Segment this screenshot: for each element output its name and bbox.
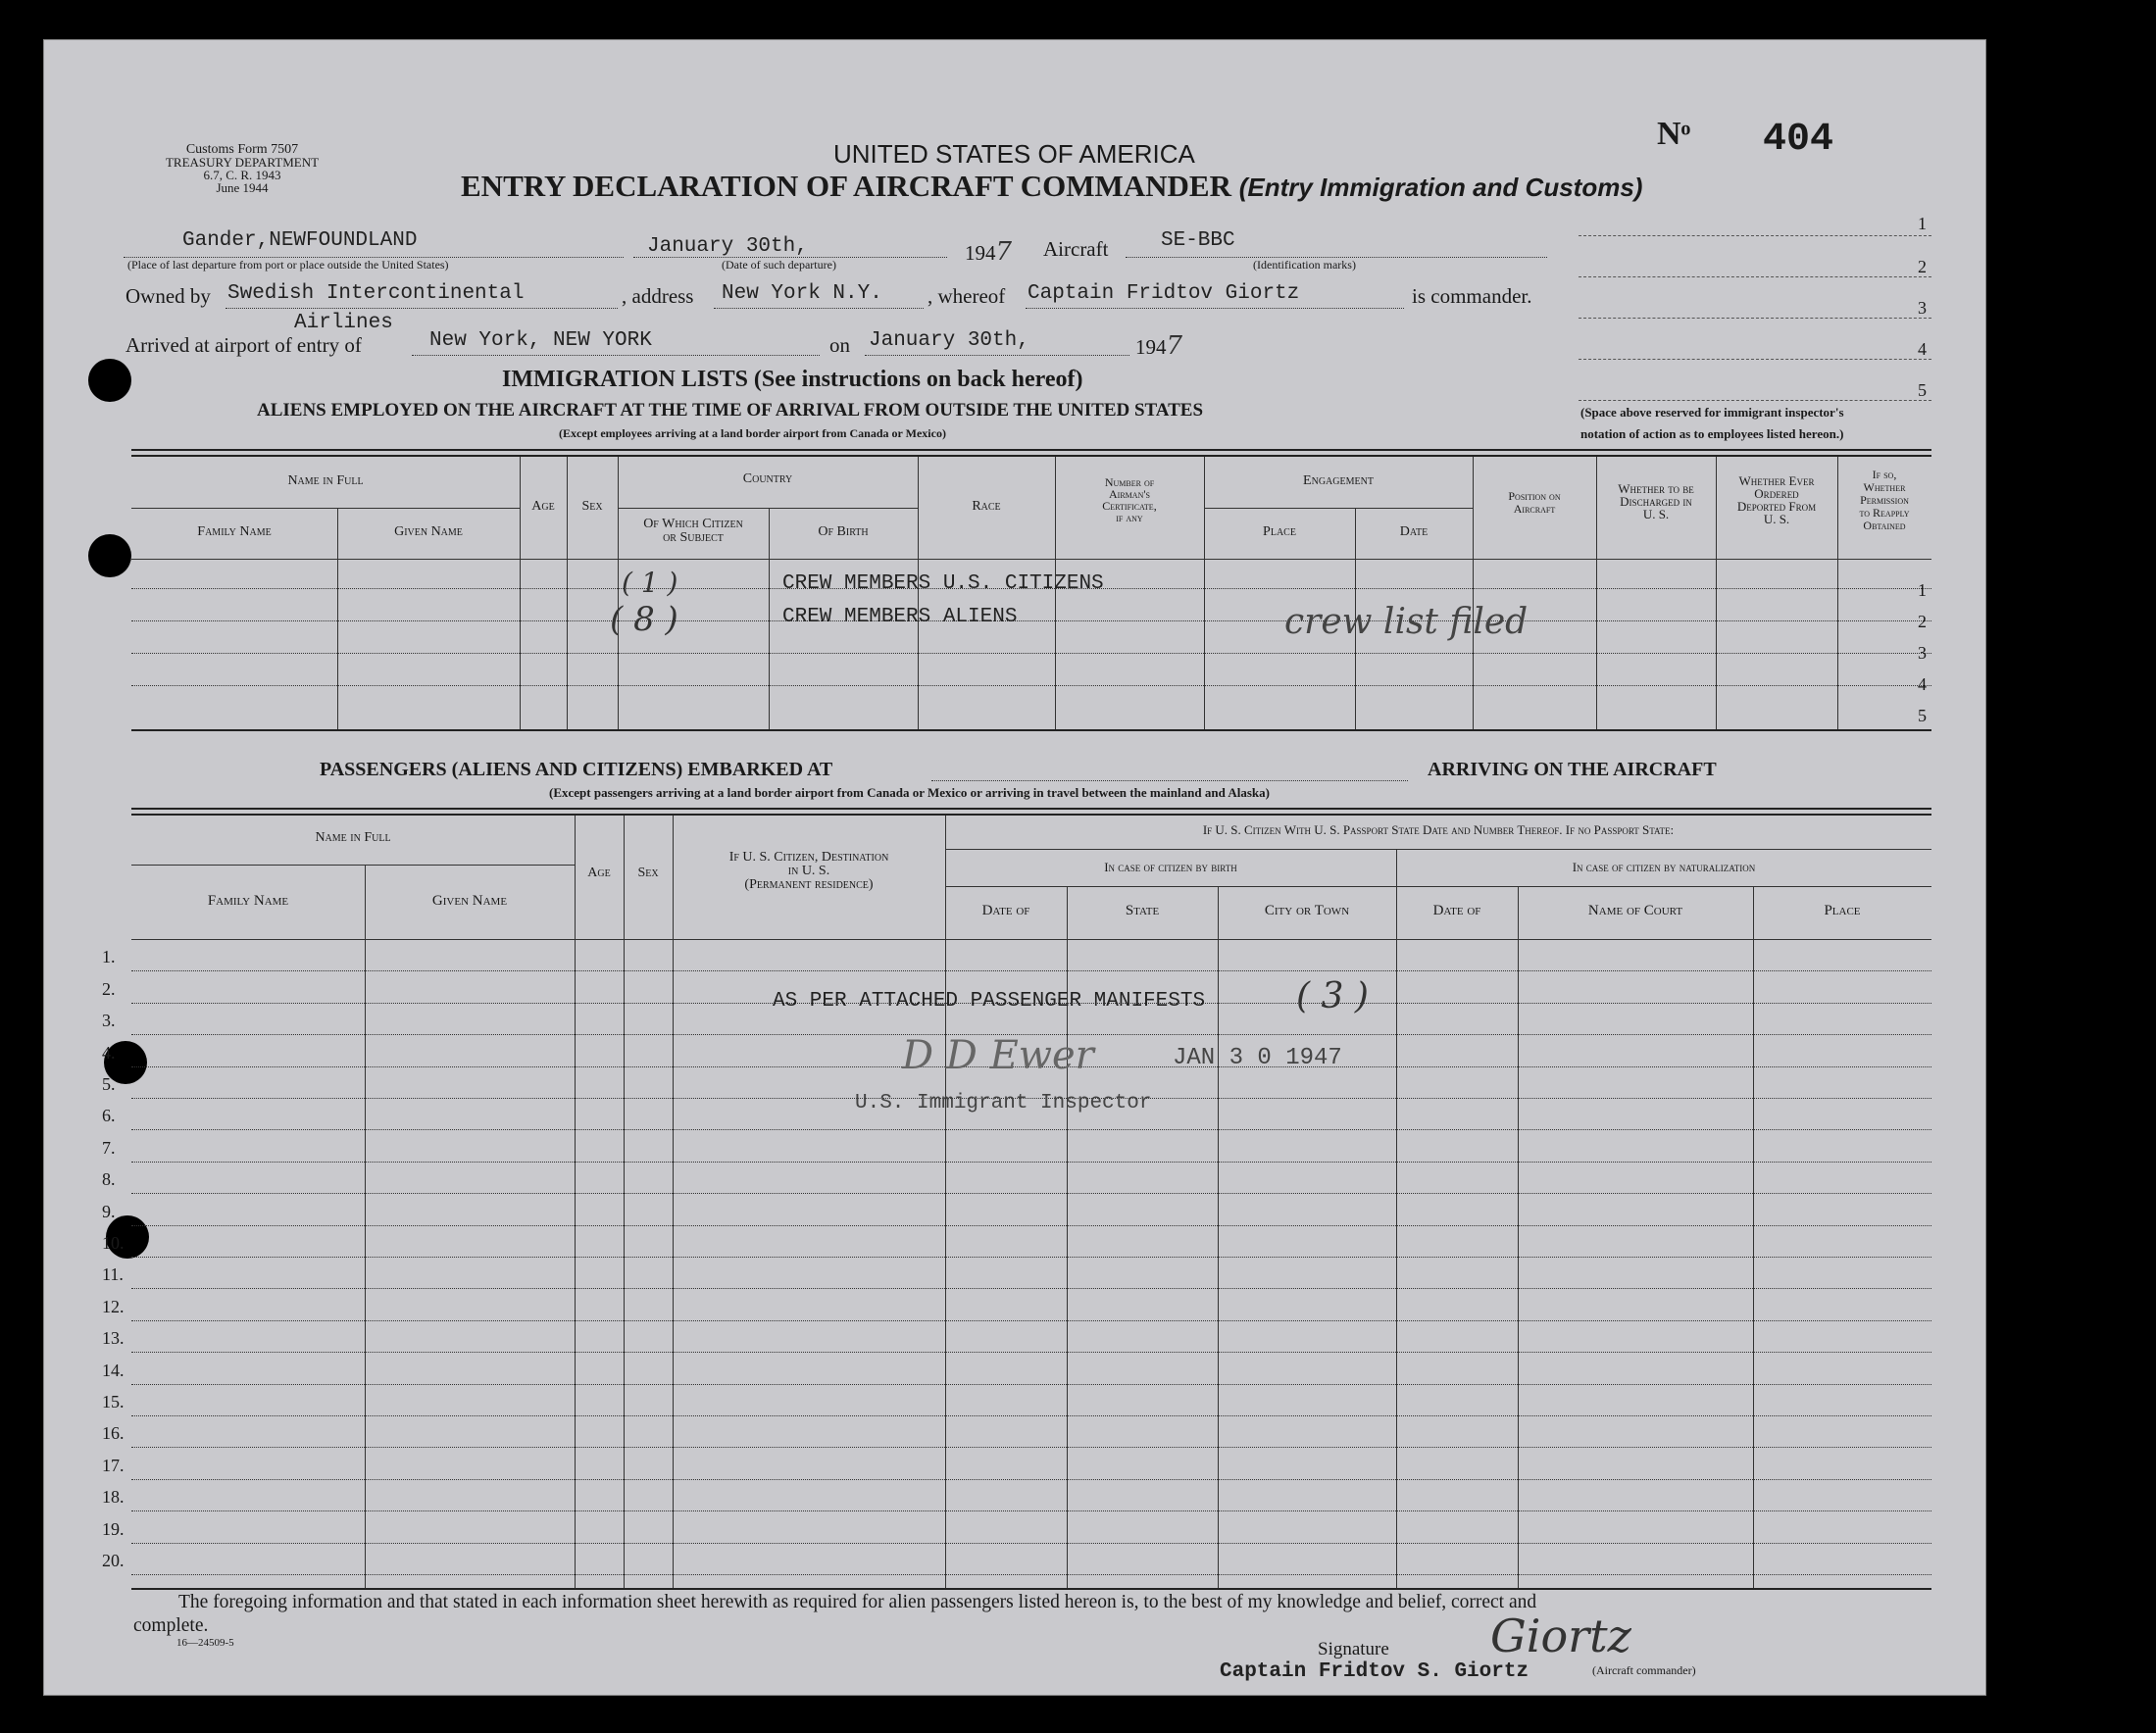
pcol-age: Age (587, 866, 611, 880)
col-discharged (1596, 482, 1716, 520)
col-name-full: Name in Full (287, 473, 364, 488)
immigration-note: (Except employees arriving at a land border airport from Canada or Mexico) (559, 426, 946, 440)
declaration-text-end: complete. (133, 1615, 209, 1636)
owner-name: Swedish Intercontinental (227, 282, 525, 305)
declaration-text: The foregoing information and that stated in each information sheet herewith as required for alien passengers listed hereon is, to the best of my knowledge and belief, correct and (178, 1592, 1537, 1612)
reserved-line-number: 5 (1918, 380, 1927, 400)
pcol-sex: Sex (637, 866, 659, 880)
pcol-place: Place (1824, 903, 1861, 918)
form-dept: TREASURY DEPARTMENT (165, 155, 320, 170)
col-deported-line: Whether Ever (1738, 473, 1815, 488)
col-deported-line: Ordered (1754, 486, 1799, 501)
passenger-row-number: 4. (102, 1042, 116, 1063)
passenger-row-line (131, 1352, 1931, 1353)
pcol-birth-date: Date of (981, 903, 1030, 918)
pcol-city: City or Town (1264, 903, 1350, 918)
reserved-line-number: 1 (1918, 214, 1927, 233)
arrival-port: New York, NEW YORK (429, 329, 652, 352)
inspector-title: U.S. Immigrant Inspector (855, 1092, 1152, 1114)
reserved-line-number: 3 (1918, 298, 1927, 318)
passenger-row-line (131, 970, 1931, 971)
col-discharged-line: Whether to be (1618, 481, 1694, 496)
crew-count-aliens: ( 8 ) (610, 600, 678, 639)
pcol-destination-line: (Permanent residence) (744, 877, 874, 892)
pcol-naturalization-date: Date of (1432, 903, 1481, 918)
pcol-by-naturalization: In case of citizen by naturalization (1572, 860, 1756, 874)
crew-row-number: 4 (1918, 674, 1927, 694)
passenger-row-line (131, 1129, 1931, 1130)
col-permission-line: Obtained (1863, 519, 1906, 532)
col-discharged-line: U. S. (1642, 507, 1670, 521)
passenger-row-number: 8. (102, 1169, 116, 1190)
aircraft-label: Aircraft (1043, 237, 1109, 261)
crew-row-number: 3 (1918, 643, 1927, 663)
passenger-row-number: 1. (102, 947, 116, 967)
passenger-row-number: 16. (102, 1423, 125, 1444)
aircraft-id: SE-BBC (1161, 229, 1235, 252)
passenger-row-number: 20. (102, 1551, 125, 1570)
passenger-row-number: 9. (102, 1201, 116, 1221)
aircraft-id-caption: (Identification marks) (1253, 258, 1356, 272)
passenger-row-line (131, 1543, 1931, 1544)
col-engagement: Engagement (1303, 473, 1374, 488)
col-permission-line: Whether (1863, 480, 1906, 494)
passenger-row-number: 12. (102, 1296, 125, 1316)
col-position-line: Aircraft (1513, 502, 1556, 516)
col-deported-line: Deported From (1736, 499, 1817, 514)
crew-row-us: CREW MEMBERS U.S. CITIZENS (782, 572, 1104, 595)
col-cert-line: if any (1116, 511, 1143, 524)
passenger-row-number: 19. (102, 1518, 125, 1539)
print-code: 16—24509-5 (176, 1637, 234, 1649)
col-given-name: Given Name (394, 524, 463, 539)
owner-name-cont: Airlines (294, 312, 393, 334)
pcol-name-full: Name in Full (315, 830, 391, 845)
passenger-row-number: 17. (102, 1455, 125, 1475)
passengers-note: (Except passengers arriving at a land border airport from Canada or Mexico or arriving in travel between the mainland and Alaska) (549, 785, 1270, 800)
col-cert-line: Airman's (1109, 487, 1150, 501)
passenger-row-line (131, 1257, 1931, 1258)
crew-row-number: 5 (1918, 706, 1927, 725)
passenger-row-line (131, 1384, 1931, 1385)
col-race: Race (972, 499, 1001, 514)
crew-count-us: ( 1 ) (622, 567, 678, 599)
arrival-year-prefix: 194 (1135, 335, 1167, 359)
passenger-row-number: 3. (102, 1011, 116, 1031)
passenger-row-number: 18. (102, 1487, 125, 1508)
col-position (1473, 490, 1596, 516)
departure-year-digit: 7 (995, 237, 1013, 267)
passenger-row-number: 7. (102, 1137, 116, 1158)
commander-signature: Giortz (1490, 1609, 1631, 1662)
pcol-by-birth: In case of citizen by birth (1104, 860, 1237, 874)
col-of-birth: Of Birth (818, 524, 869, 539)
commander-name: Captain Fridtov Giortz (1028, 282, 1300, 305)
col-cert-line: Number of (1104, 475, 1155, 489)
form-number: Customs Form 7507 (185, 142, 299, 157)
is-commander-label: is commander. (1412, 284, 1532, 308)
punch-hole (88, 359, 131, 402)
passenger-row-line (131, 1288, 1931, 1289)
passenger-row-number: 2. (102, 978, 116, 999)
pcol-court: Name of Court (1587, 903, 1683, 918)
immigration-title: IMMIGRATION LISTS (See instructions on back hereof) (502, 367, 1083, 392)
departure-date: January 30th, (647, 235, 808, 258)
arrived-label: Arrived at airport of entry of (125, 333, 362, 357)
passenger-row-number: 15. (102, 1392, 125, 1411)
departure-year (965, 237, 1012, 267)
commander-caption: (Aircraft commander) (1592, 1663, 1696, 1677)
owner-address: New York N.Y. (722, 282, 882, 305)
pcol-family-name: Family Name (207, 893, 289, 909)
whereof-label: , whereof (928, 284, 1006, 308)
signature-label: Signature (1318, 1639, 1389, 1659)
passenger-row-number: 13. (102, 1328, 125, 1349)
crew-row-number: 1 (1918, 580, 1927, 600)
commander-typed-name: Captain Fridtov S. Giortz (1220, 1660, 1529, 1683)
form-reg: 6.7, C. R. 1943 (203, 168, 281, 182)
col-country: Country (742, 471, 793, 486)
address-label: , address (622, 284, 694, 308)
col-permission (1837, 469, 1931, 532)
arrival-on-label: on (829, 333, 850, 357)
departure-place-caption: (Place of last departure from port or place outside the United States) (127, 258, 449, 272)
passenger-row-line (131, 1479, 1931, 1480)
owned-by-label: Owned by (125, 284, 211, 308)
form-info (120, 143, 365, 194)
passenger-row-line (131, 1574, 1931, 1575)
pcol-destination-line: If U. S. Citizen, Destination (728, 850, 889, 865)
col-citizen-line: Of Which Citizen (643, 517, 743, 531)
passenger-row-line (131, 1225, 1931, 1226)
passenger-row-line (131, 1510, 1931, 1511)
reserved-line-number: 2 (1918, 257, 1927, 276)
form-serial-number: 404 (1763, 118, 1834, 162)
immigration-subtitle: ALIENS EMPLOYED ON THE AIRCRAFT AT THE TIME OF ARRIVAL FROM OUTSIDE THE UNITED STATES (257, 400, 1204, 421)
departure-place: Gander,NEWFOUNDLAND (182, 229, 418, 252)
form-number-mark: Nᵒ (1657, 116, 1691, 152)
departure-year-prefix: 194 (965, 241, 996, 265)
manifest-note: AS PER ATTACHED PASSENGER MANIFESTS (773, 990, 1206, 1013)
pcol-destination-line: in U. S. (787, 864, 830, 878)
pcol-passport: If U. S. Citizen With U. S. Passport State Date and Number Thereof. If no Passport State: (1202, 822, 1675, 837)
arrival-date: January 30th, (869, 329, 1029, 352)
passenger-row-line (131, 1415, 1931, 1416)
col-age: Age (531, 499, 555, 514)
crew-row-number: 2 (1918, 612, 1927, 631)
inspector-signature: D D Ewer (902, 1033, 1094, 1078)
passenger-row-line (131, 1193, 1931, 1194)
arrival-year-digit: 7 (1166, 331, 1183, 361)
manifest-count: ( 3 ) (1296, 976, 1369, 1016)
col-permission-line: Permission (1860, 493, 1909, 507)
col-cert-line: Certificate, (1102, 499, 1157, 513)
col-airman-cert (1055, 476, 1204, 523)
col-permission-line: to Reapply (1859, 506, 1910, 520)
col-family-name: Family Name (197, 524, 272, 539)
passenger-row-number: 10. (102, 1233, 125, 1253)
pcol-given-name: Given Name (431, 893, 508, 909)
arrival-year (1135, 331, 1182, 361)
country-title: UNITED STATES OF AMERICA (833, 139, 1195, 169)
reserved-line-number: 4 (1918, 339, 1927, 359)
col-deported-line: U. S. (1763, 512, 1790, 526)
col-position-line: Position on (1508, 489, 1561, 503)
reserved-note: (Space above reserved for immigrant inspector's (1580, 405, 1844, 420)
passenger-row-number: 5. (102, 1074, 116, 1094)
pcol-state: State (1125, 903, 1160, 918)
inspector-date-stamp: JAN 3 0 1947 (1173, 1045, 1342, 1071)
col-citizen-of (618, 518, 769, 545)
passenger-row-number: 11. (102, 1264, 124, 1285)
col-deported (1716, 474, 1837, 525)
page-title-sub: (Entry Immigration and Customs) (1238, 173, 1643, 202)
col-permission-line: If so, (1872, 468, 1897, 481)
punch-hole (88, 534, 131, 577)
page-title-main: ENTRY DECLARATION OF AIRCRAFT COMMANDER (461, 169, 1231, 203)
passengers-title-left: PASSENGERS (ALIENS AND CITIZENS) EMBARKED AT (320, 759, 833, 780)
passengers-title-right: ARRIVING ON THE AIRCRAFT (1428, 759, 1717, 780)
page-title (461, 169, 1642, 204)
departure-date-caption: (Date of such departure) (722, 258, 836, 272)
col-discharged-line: Discharged in (1620, 494, 1692, 509)
col-engagement-place: Place (1263, 524, 1296, 539)
passenger-row-line (131, 1320, 1931, 1321)
passenger-row-number: 6. (102, 1106, 116, 1126)
passenger-row-number: 14. (102, 1360, 125, 1380)
pcol-destination (673, 851, 945, 892)
form-date: June 1944 (216, 180, 269, 195)
passenger-row-line (131, 1162, 1931, 1163)
passenger-row-line (131, 1447, 1931, 1448)
crew-row-aliens: CREW MEMBERS ALIENS (782, 606, 1018, 628)
reserved-note: notation of action as to employees listed hereon.) (1580, 426, 1844, 441)
col-sex: Sex (581, 499, 603, 514)
col-engagement-date: Date (1399, 524, 1429, 539)
col-citizen-line: or Subject (663, 530, 724, 545)
crew-list-filed-note: crew list filed (1284, 602, 1529, 642)
